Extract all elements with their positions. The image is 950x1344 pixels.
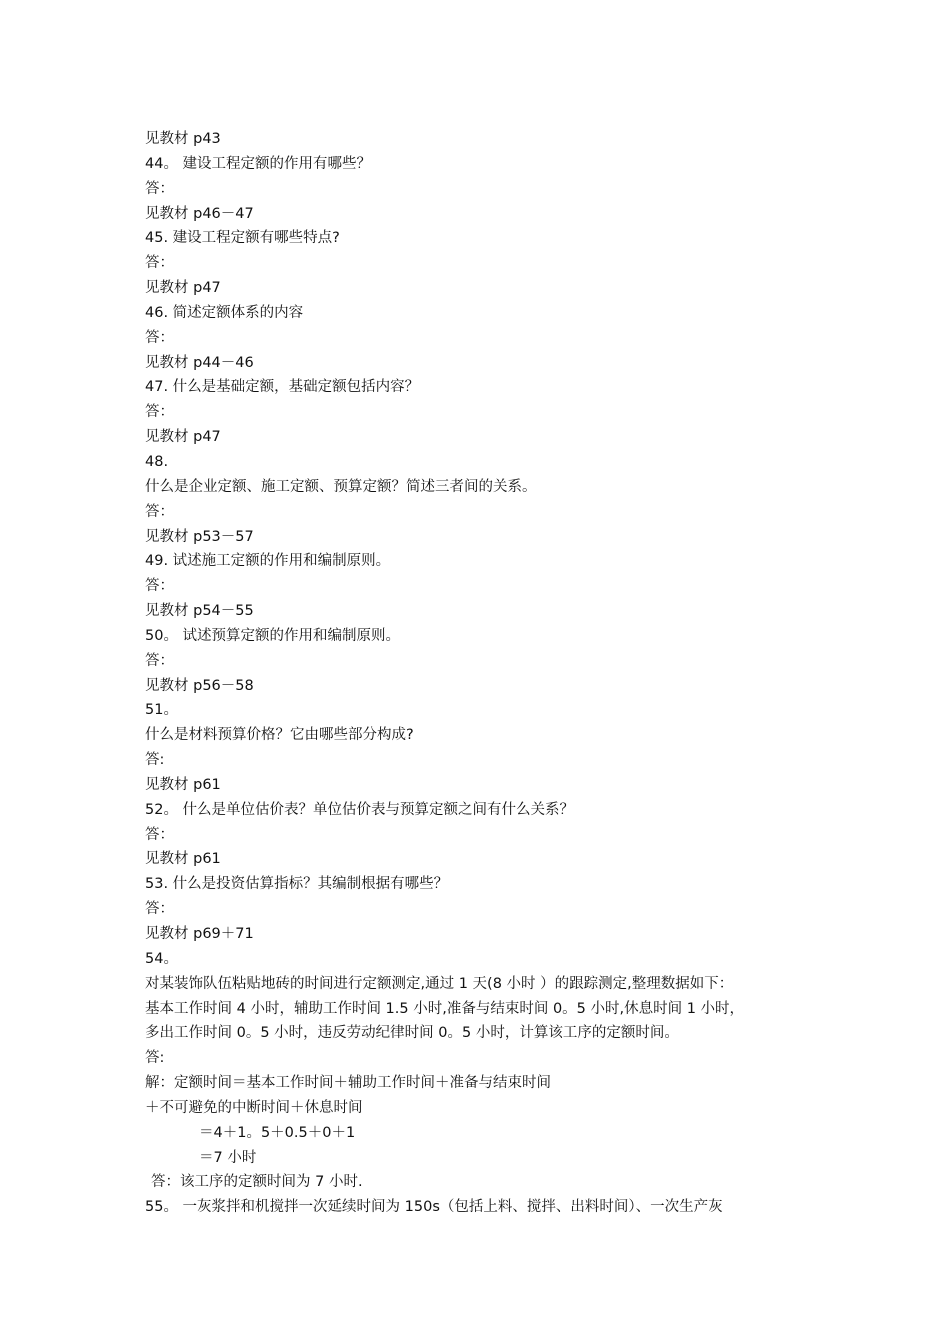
question-44: 44。 建设工程定额的作用有哪些？ (145, 155, 372, 172)
question-54-text: 基本工作时间 4 小时，辅助工作时间 1.5 小时,准备与结束时间 0。5 小时,休息时间 1 小时， (145, 1000, 745, 1017)
question-51-number: 51。 (145, 702, 178, 719)
answer-reference: 见教材 p53－57 (145, 528, 254, 545)
answer-reference: 见教材 p61 (145, 851, 221, 868)
answer-reference: 见教材 p56－58 (145, 677, 254, 694)
question-50: 50。 试述预算定额的作用和编制原则。 (145, 627, 401, 644)
question-47: 47. 什么是基础定额，基础定额包括内容？ (145, 379, 420, 396)
answer-label: 答: (145, 752, 165, 769)
answer-label: 答： (145, 826, 174, 843)
answer-label: 答： (145, 503, 174, 520)
question-55: 55。 一灰浆拌和机搅拌一次延续时间为 150s（包括上料、搅拌、出料时间）、一次生产灰 (145, 1199, 723, 1216)
solution-result: ＝7 小时 (199, 1149, 257, 1166)
question-48-number: 48. (145, 453, 169, 470)
document-body (145, 127, 825, 1220)
answer-label: 答： (145, 652, 174, 669)
answer-reference: 见教材 p47 (145, 280, 221, 297)
question-54-number: 54。 (145, 950, 178, 967)
answer-label: 答: (145, 1050, 165, 1067)
answer-reference: 见教材 p54－55 (145, 603, 254, 620)
question-54-text: 对某装饰队伍粘贴地砖的时间进行定额测定,通过 1 天(8 小时 ）的跟踪测定,整理数据如下： (145, 975, 734, 992)
solution-calculation: ＝4＋1。5＋0.5＋0＋1 (199, 1124, 356, 1141)
answer-label: 答： (145, 180, 174, 197)
answer-reference: 见教材 p69＋71 (145, 926, 254, 942)
question-51-text: 什么是材料预算价格？它由哪些部分构成? (145, 727, 414, 744)
answer-reference: 见教材 p46－47 (145, 205, 254, 222)
question-45: 45. 建设工程定额有哪些特点? (145, 230, 340, 247)
answer-label: 答： (145, 901, 174, 918)
question-49: 49. 试述施工定额的作用和编制原则。 (145, 553, 391, 570)
answer-label: 答： (145, 255, 174, 272)
text-line: 见教材 p43 (145, 131, 221, 147)
answer-reference: 见教材 p44－46 (145, 354, 254, 371)
answer-reference: 见教材 p61 (145, 776, 221, 793)
answer-label: 答： (145, 578, 174, 595)
question-53: 53. 什么是投资估算指标？其编制根据有哪些？ (145, 876, 449, 893)
question-54-text: 多出工作时间 0。5 小时，违反劳动纪律时间 0。5 小时，计算该工序的定额时间。 (145, 1025, 679, 1042)
question-46: 46. 简述定额体系的内容 (145, 304, 304, 321)
question-48-text: 什么是企业定额、施工定额、预算定额？简述三者间的关系。 (145, 478, 537, 495)
solution-answer: 答：该工序的定额时间为 7 小时. (151, 1174, 363, 1191)
question-52: 52。 什么是单位估价表？单位估价表与预算定额之间有什么关系？ (145, 801, 575, 818)
solution-line: 解：定额时间＝基本工作时间＋辅助工作时间＋准备与结束时间 (145, 1075, 551, 1092)
answer-reference: 见教材 p47 (145, 429, 221, 446)
solution-line: ＋不可避免的中断时间＋休息时间 (145, 1099, 363, 1116)
answer-label: 答： (145, 404, 174, 421)
answer-label: 答： (145, 329, 174, 346)
